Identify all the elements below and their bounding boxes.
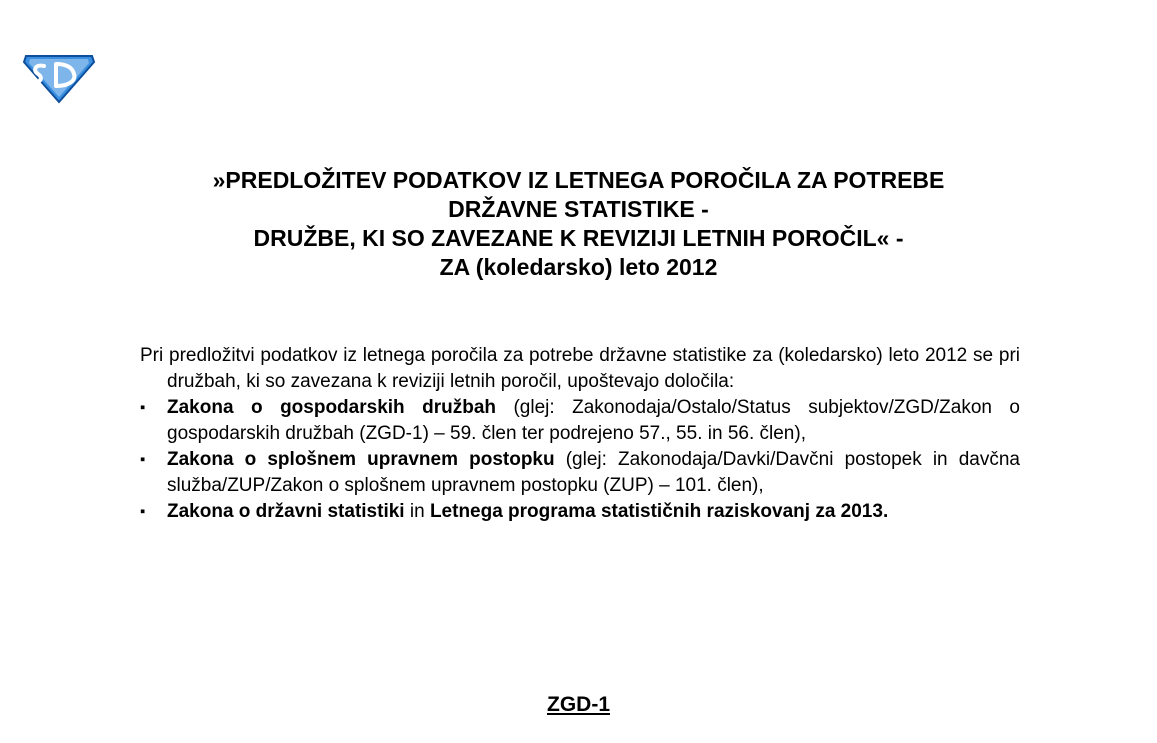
intro-paragraph: Pri predložitvi podatkov iz letnega poročila za potrebe državne statistike za (koledarsko) leto 2012 se pri družbah, ki so zavezana k reviziji letnih poročil, upoštevajo določila: bbox=[140, 345, 1020, 392]
title-line-2: DRŽAVNE STATISTIKE - bbox=[448, 196, 709, 222]
section-heading-zgd1: ZGD-1 bbox=[547, 693, 610, 716]
document-body bbox=[140, 343, 1020, 525]
law-connector: in bbox=[404, 501, 430, 522]
sd-diamond-logo-icon bbox=[22, 50, 96, 104]
law-name: Zakona o gospodarskih družbah bbox=[167, 397, 496, 418]
law-name: Zakona o splošnem upravnem postopku bbox=[167, 449, 555, 470]
title-line-4: ZA (koledarsko) leto 2012 bbox=[439, 254, 718, 280]
title-line-1: »PREDLOŽITEV PODATKOV IZ LETNEGA POROČILA ZA POTREBE bbox=[212, 167, 945, 193]
law-name: Zakona o državni statistiki bbox=[167, 501, 405, 522]
bullet-square-icon: ▪ bbox=[140, 503, 146, 520]
law-reference: (glej: Zakonodaja/Davki/Davčni postopek in davčna služba/ZUP/Zakon o splošnem upravnem postopku (ZUP) – 101. člen), bbox=[167, 449, 1021, 496]
list-item bbox=[140, 395, 1020, 447]
legal-provisions-list bbox=[140, 395, 1020, 525]
bullet-square-icon: ▪ bbox=[140, 451, 146, 468]
list-item bbox=[140, 499, 1020, 525]
law-reference: (glej: Zakonodaja/Ostalo/Status subjektov/ZGD/Zakon o gospodarskih družbah (ZGD-1) – 59. člen ter podrejeno 57., 55. in 56. člen), bbox=[167, 397, 1020, 444]
logo-letters: SD bbox=[58, 80, 60, 81]
bullet-square-icon: ▪ bbox=[140, 399, 146, 416]
program-name: Letnega programa statističnih raziskovanj za 2013. bbox=[429, 501, 889, 522]
list-item bbox=[140, 447, 1020, 499]
title-line-3: DRUŽBE, KI SO ZAVEZANE K REVIZIJI LETNIH POROČIL« - bbox=[253, 225, 904, 251]
document-title bbox=[120, 166, 1037, 282]
